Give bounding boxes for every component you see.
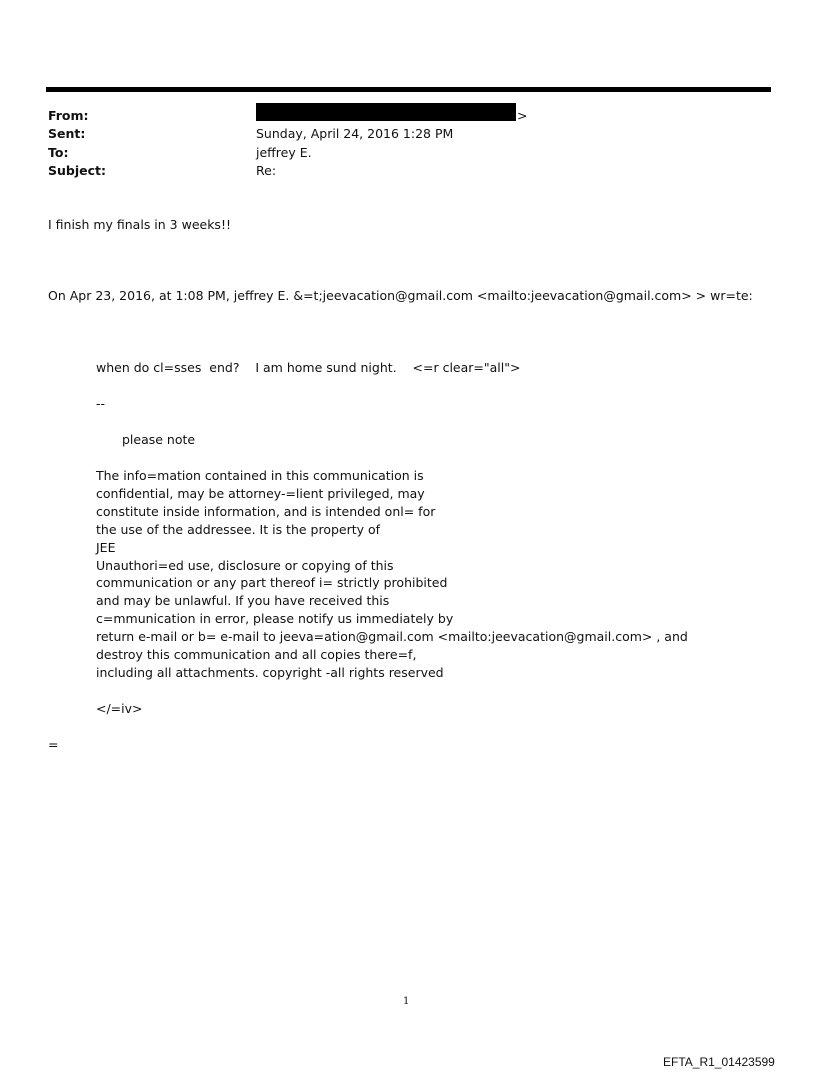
header-rule (46, 87, 771, 92)
signature-separator: -- (96, 396, 106, 411)
please-note: please note (122, 432, 196, 447)
disclaimer-line: confidential, may be attorney-=lient privileged, may (96, 485, 425, 501)
sent-value: Sunday, April 24, 2016 1:28 PM (256, 126, 454, 141)
disclaimer-line: c=mmunication in error, please notify us immediately by (96, 611, 454, 627)
redacted-sender (256, 103, 516, 121)
sent-label: Sent: (48, 126, 86, 141)
disclaimer-line: The info=mation contained in this communication is (96, 468, 424, 483)
page-number: 1 (403, 996, 410, 1007)
trailing-char: = (48, 737, 59, 752)
disclaimer-line: Unauthori=ed use, disclosure or copying of this (96, 557, 394, 573)
subject-label: Subject: (48, 163, 106, 178)
disclaimer-line: destroy this communication and all copies there=f, (96, 647, 417, 663)
from-value-tail: > (517, 108, 528, 123)
disclaimer-line: constitute inside information, and is intended onl= for (96, 503, 436, 519)
to-value: jeffrey E. (256, 145, 312, 160)
closing-tag: </=iv> (96, 701, 143, 716)
subject-value: Re: (256, 163, 277, 178)
disclaimer-line: and may be unlawful. If you have received this (96, 593, 390, 609)
disclaimer-line: return e-mail or b= e-mail to jeeva=ation@gmail.com <mailto:jeevacation@gmail.com> , and (96, 629, 688, 645)
reply-text: I finish my finals in 3 weeks!! (48, 217, 231, 232)
document-id: EFTA_R1_01423599 (663, 1055, 775, 1069)
to-label: To: (48, 145, 69, 160)
disclaimer-line: communication or any part thereof i= strictly prohibited (96, 575, 448, 591)
quote-header: On Apr 23, 2016, at 1:08 PM, jeffrey E. &=t;jeevacation@gmail.com <mailto:jeevacation@gmail.com> > wr=te: (48, 288, 753, 303)
disclaimer-line: the use of the addressee. It is the property of (96, 521, 381, 537)
from-label: From: (48, 108, 89, 123)
disclaimer-line: including all attachments. copyright -all rights reserved (96, 664, 444, 680)
disclaimer-block (96, 467, 688, 682)
disclaimer-line: JEE (96, 539, 116, 555)
quoted-line: when do cl=sses end? I am home sund night. <=r clear="all"> (96, 360, 521, 375)
